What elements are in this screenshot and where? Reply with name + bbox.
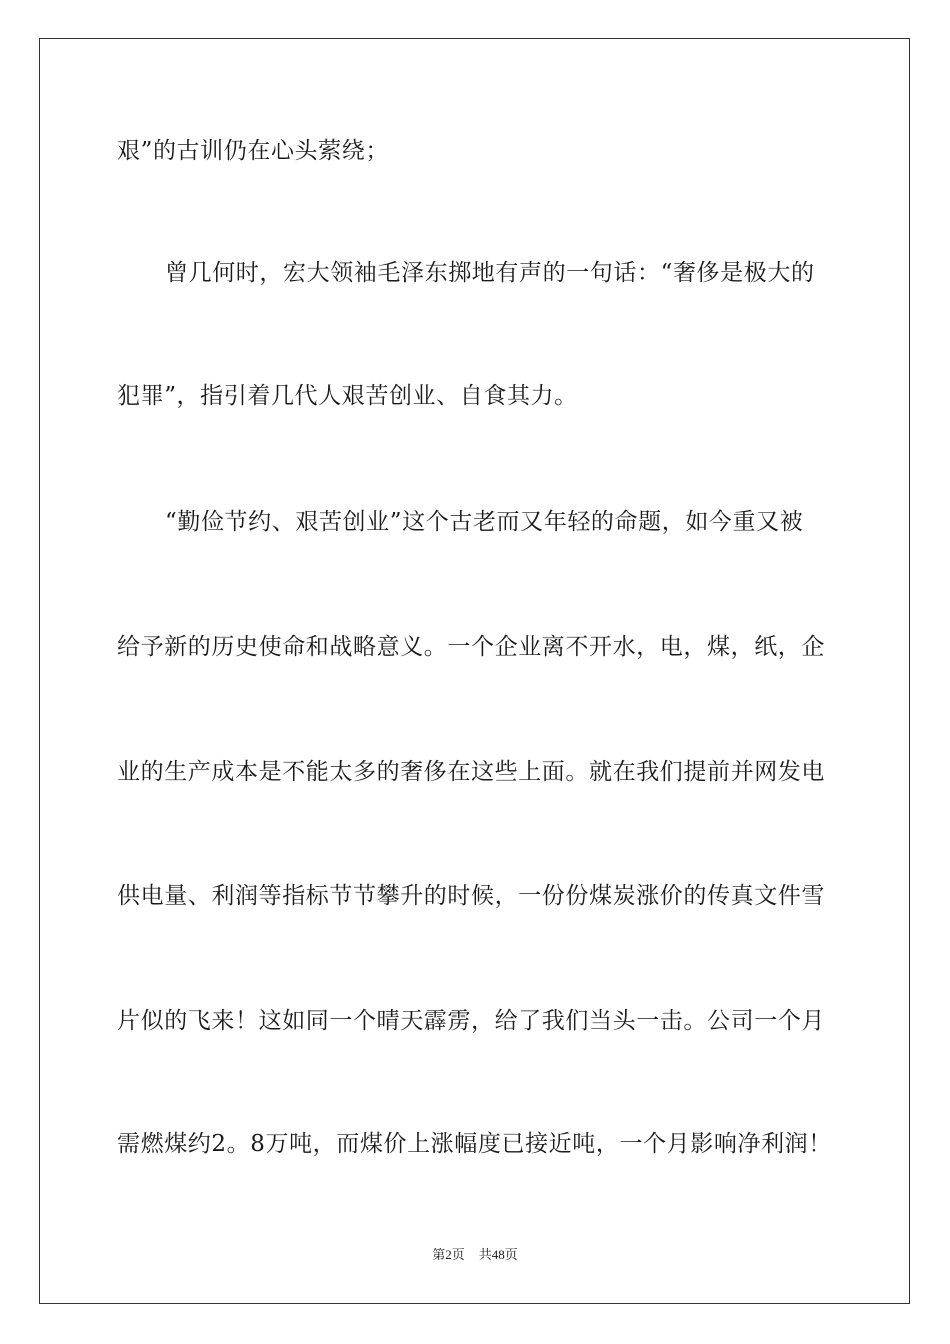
page-total: 共48页	[478, 1247, 518, 1262]
text-line-3: 犯罪”，指引着几代人艰苦创业、自食其力。	[117, 383, 578, 409]
page-footer	[0, 1246, 950, 1264]
text-line-6: 业的生产成本是不能太多的奢侈在这些上面。就在我们提前并网发电	[117, 759, 825, 785]
text-line-1: 艰”的古训仍在心头萦绕；	[117, 138, 389, 164]
text-line-4: “勤俭节约、艰苦创业”这个古老而又年轻的命题，如今重又被	[165, 509, 804, 535]
text-line-7: 供电量、利润等指标节节攀升的时候，一份份煤炭涨价的传真文件雪	[117, 883, 825, 909]
text-line-8: 片似的飞来！这如同一个晴天霹雳，给了我们当头一击。公司一个月	[117, 1008, 825, 1034]
page-border	[39, 38, 910, 1304]
text-line-9: 需燃煤约2。8万吨，而煤价上涨幅度已接近吨，一个月影响净利润！	[117, 1131, 832, 1157]
text-line-5: 给予新的历史使命和战略意义。一个企业离不开水，电，煤，纸，企	[117, 634, 825, 660]
page-number: 第2页	[432, 1247, 465, 1262]
text-line-2: 曾几何时，宏大领袖毛泽东掷地有声的一句话：“奢侈是极大的	[165, 260, 815, 286]
